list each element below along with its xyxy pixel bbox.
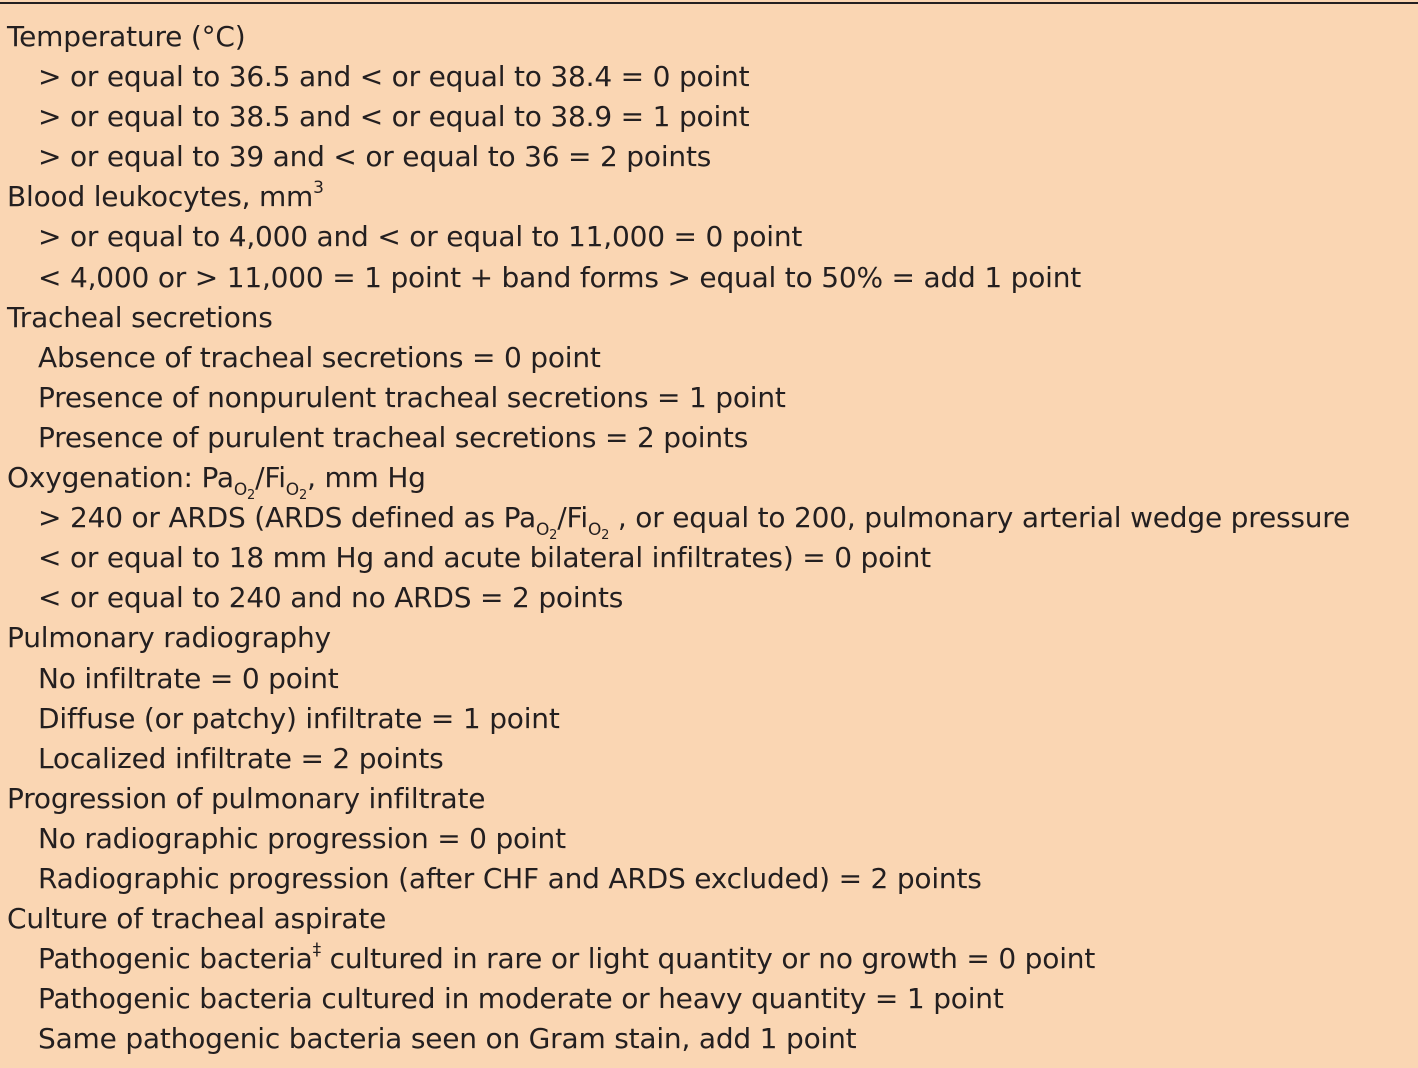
list-item: Same pathogenic bacteria seen on Gram stain, add 1 point <box>38 1022 857 1056</box>
list-item: > or equal to 4,000 and < or equal to 11,000 = 0 point <box>38 220 803 254</box>
list-item: > or equal to 38.5 and < or equal to 38.9 = 1 point <box>38 100 750 134</box>
top-rule <box>0 2 1418 4</box>
item-text: Pathogenic bacteria <box>38 942 313 976</box>
subscript <box>233 480 256 504</box>
list-item: > or equal to 39 and < or equal to 36 = 2 points <box>38 140 712 174</box>
section-heading-temperature: Temperature (°C) <box>7 20 246 53</box>
score-criteria-list <box>7 17 1418 1059</box>
subscript-text: 2 <box>298 488 308 504</box>
subscript-text: 2 <box>247 488 256 504</box>
heading-text: /Fi <box>255 461 286 495</box>
list-item: Pathogenic bacteria cultured in moderate or heavy quantity = 1 point <box>38 982 1004 1016</box>
list-item <box>7 939 1418 979</box>
heading-text: Oxygenation: Pa <box>7 461 234 495</box>
list-item: < or equal to 240 and no ARDS = 2 points <box>38 581 624 615</box>
list-item: Diffuse (or patchy) infiltrate = 1 point <box>38 701 560 735</box>
list-item: > or equal to 36.5 and < or equal to 38.4 = 0 point <box>38 60 750 94</box>
section-heading-blood-leukocytes <box>7 177 1418 217</box>
section-heading-progression: Progression of pulmonary infiltrate <box>7 781 486 815</box>
item-text: , or equal to 200, pulmonary arterial wedge pressure <box>609 501 1351 535</box>
item-text: > 240 or ARDS (ARDS defined as Pa <box>38 501 536 535</box>
list-item: Localized infiltrate = 2 points <box>38 741 444 775</box>
subscript <box>285 480 308 504</box>
subscript <box>535 520 558 544</box>
list-item: Absence of tracheal secretions = 0 point <box>38 340 601 374</box>
subscript-text: O <box>233 480 248 501</box>
list-item: < or equal to 18 mm Hg and acute bilateral infiltrates) = 0 point <box>38 541 931 575</box>
list-item: Presence of nonpurulent tracheal secretions = 1 point <box>38 380 786 414</box>
subscript-text: O <box>285 480 299 501</box>
footnote-mark: ‡ <box>312 940 321 961</box>
list-item: Radiographic progression (after CHF and ARDS excluded) = 2 points <box>38 861 982 895</box>
list-item: Presence of purulent tracheal secretions = 2 points <box>38 420 749 454</box>
item-text: cultured in rare or light quantity or no growth = 0 point <box>320 942 1096 976</box>
subscript-text: 2 <box>549 528 558 544</box>
subscript-text: 2 <box>601 528 610 544</box>
section-heading-culture: Culture of tracheal aspirate <box>7 902 387 936</box>
heading-text: Blood leukocytes, mm <box>7 180 314 214</box>
list-item: < 4,000 or > 11,000 = 1 point + band forms > equal to 50% = add 1 point <box>38 260 1082 294</box>
item-text: /Fi <box>557 501 588 535</box>
subscript <box>587 520 610 544</box>
subscript-text: O <box>535 520 550 541</box>
section-heading-pulmonary-radiography: Pulmonary radiography <box>7 621 331 655</box>
list-item <box>7 498 1418 544</box>
subscript-text: O <box>587 520 602 541</box>
superscript: 3 <box>313 178 324 199</box>
heading-text: , mm Hg <box>307 461 426 495</box>
list-item: No infiltrate = 0 point <box>38 661 339 695</box>
section-heading-tracheal-secretions: Tracheal secretions <box>7 300 273 334</box>
section-heading-oxygenation <box>7 458 1418 504</box>
list-item: No radiographic progression = 0 point <box>38 821 566 855</box>
